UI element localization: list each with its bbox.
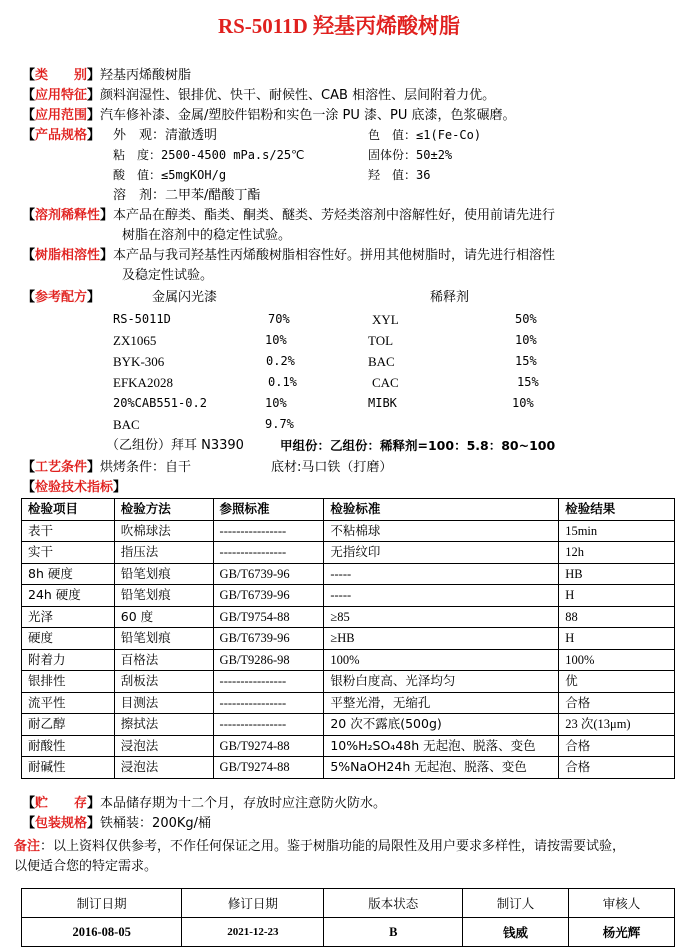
dilution-label: 【溶剂稀释性】 bbox=[22, 208, 114, 223]
revision-header-cell: 版本状态 bbox=[324, 889, 463, 918]
dilution-text-1: 本产品在醇类、酯类、酮类、醚类、芳烃类溶剂中溶解性好，使用前请先进行 bbox=[113, 208, 556, 223]
test-row bbox=[22, 520, 675, 542]
formula-left-name: BYK-306 bbox=[113, 354, 165, 369]
tests-label: 【检验技术指标】 bbox=[22, 480, 127, 495]
formula-left-value: 10% bbox=[265, 333, 287, 347]
formula-left-name: 20%CAB551-0.2 bbox=[113, 396, 207, 410]
category-value: 羟基丙烯酸树脂 bbox=[100, 68, 192, 83]
test-cell: H bbox=[559, 628, 675, 650]
dilution-row bbox=[22, 206, 672, 225]
formula-right-name: MIBK bbox=[368, 396, 397, 410]
revision-value-cell: 杨光辉 bbox=[569, 918, 675, 947]
scope-label: 【应用范围】 bbox=[22, 108, 101, 123]
test-cell: ---------------- bbox=[213, 520, 324, 542]
formula-col2-title: 稀释剂 bbox=[430, 290, 470, 305]
test-cell: GB/T9274-88 bbox=[213, 757, 324, 779]
formula-left-value: 0.2% bbox=[266, 354, 295, 368]
compat-text-1: 本产品与我司羟基性丙烯酸树脂相容性好。拼用其他树脂时，请先进行相溶性 bbox=[113, 248, 556, 263]
formula-right-value: 50% bbox=[515, 312, 537, 326]
storage-row bbox=[22, 794, 672, 813]
test-cell: 刮板法 bbox=[114, 671, 213, 693]
document-title: RS-5011D 羟基丙烯酸树脂 bbox=[217, 14, 461, 38]
test-cell: 铅笔划痕 bbox=[114, 563, 213, 585]
process-substrate: 底材:马口铁（打磨） bbox=[271, 460, 393, 475]
features-value: 颜料润湿性、银排优、快干、耐候性、CAB 相溶性、层间附着力优。 bbox=[100, 88, 496, 103]
revision-header-cell: 修订日期 bbox=[182, 889, 324, 918]
test-cell: 12h bbox=[559, 542, 675, 564]
revision-value-cell: 2016-08-05 bbox=[22, 918, 182, 947]
test-cell: GB/T6739-96 bbox=[213, 563, 324, 585]
scope-value: 汽车修补漆、金属/塑胶件铝粉和实色一涂 PU 漆、PU 底漆，色浆碾磨。 bbox=[100, 108, 516, 123]
test-cell: 指压法 bbox=[114, 542, 213, 564]
test-cell: 无指纹印 bbox=[324, 542, 559, 564]
formula-left-value: 9.7% bbox=[265, 417, 294, 431]
test-cell: 60 度 bbox=[114, 606, 213, 628]
note-label: 备注 bbox=[14, 839, 41, 854]
formula-right-name: TOL bbox=[368, 333, 394, 348]
revision-header bbox=[22, 889, 675, 918]
test-cell: 合格 bbox=[559, 735, 675, 757]
storage-label: 【贮 存】 bbox=[22, 796, 101, 811]
test-row bbox=[22, 563, 675, 585]
test-cell: 5%NaOH24h 无起泡、脱落、变色 bbox=[324, 757, 559, 779]
formula-left-value: 0.1% bbox=[268, 375, 297, 389]
package-label: 【包装规格】 bbox=[22, 816, 101, 831]
test-cell: GB/T9754-88 bbox=[213, 606, 324, 628]
formula-right-name: XYL bbox=[372, 312, 399, 327]
package-row bbox=[22, 814, 672, 833]
test-cell: 表干 bbox=[22, 520, 115, 542]
spec-color: 色 值：≤1(Fe-Co) bbox=[368, 128, 482, 142]
formula-left-name: EFKA2028 bbox=[113, 375, 173, 390]
test-cell: 88 bbox=[559, 606, 675, 628]
package-value: 铁桶装：200Kg/桶 bbox=[100, 816, 212, 831]
formula-row bbox=[22, 288, 672, 307]
test-cell: GB/T6739-96 bbox=[213, 585, 324, 607]
header-cell: 检验项目 bbox=[22, 499, 115, 521]
compat-label: 【树脂相溶性】 bbox=[22, 248, 114, 263]
formula-right-value: 10% bbox=[515, 333, 537, 347]
formula-label: 【参考配方】 bbox=[22, 290, 101, 305]
test-cell: 实干 bbox=[22, 542, 115, 564]
test-cell: 100% bbox=[559, 649, 675, 671]
test-row bbox=[22, 542, 675, 564]
spec-appearance: 外 观：清澈透明 bbox=[113, 128, 218, 143]
formula-right-value: 10% bbox=[512, 396, 534, 410]
formula-left-value: 70% bbox=[268, 312, 290, 326]
test-row bbox=[22, 671, 675, 693]
test-cell: 合格 bbox=[559, 692, 675, 714]
formula-ratio: 甲组份：乙组份：稀释剂=100：5.8：80~100 bbox=[280, 438, 556, 453]
header-cell: 参照标准 bbox=[213, 499, 324, 521]
dilution-text-2: 树脂在溶剂中的稳定性试验。 bbox=[122, 228, 292, 243]
test-cell: 10%H₂SO₄48h 无起泡、脱落、变色 bbox=[324, 735, 559, 757]
test-cell: GB/T9274-88 bbox=[213, 735, 324, 757]
formula-right-value: 15% bbox=[515, 354, 537, 368]
test-cell: 8h 硬度 bbox=[22, 563, 115, 585]
compat-text-2: 及稳定性试验。 bbox=[122, 268, 214, 283]
test-cell: 硬度 bbox=[22, 628, 115, 650]
test-cell: 平整光滑，无缩孔 bbox=[324, 692, 559, 714]
test-row bbox=[22, 606, 675, 628]
features-row bbox=[22, 86, 672, 105]
spec-hydroxyl: 羟 值：36 bbox=[368, 168, 431, 182]
test-cell: ---------------- bbox=[213, 692, 324, 714]
spec-viscosity: 粘 度：2500-4500 mPa.s/25℃ bbox=[113, 148, 305, 162]
test-cell: 耐乙醇 bbox=[22, 714, 115, 736]
specs-label: 【产品规格】 bbox=[22, 128, 101, 143]
test-cell: 银排性 bbox=[22, 671, 115, 693]
formula-col1-title: 金属闪光漆 bbox=[152, 290, 218, 305]
header-cell: 检验方法 bbox=[114, 499, 213, 521]
test-cell: ---------------- bbox=[213, 542, 324, 564]
test-cell: 浸泡法 bbox=[114, 757, 213, 779]
revision-value-cell: B bbox=[324, 918, 463, 947]
spec-solids: 固体份：50±2% bbox=[368, 148, 453, 162]
test-cell: ≥HB bbox=[324, 628, 559, 650]
test-cell: 目测法 bbox=[114, 692, 213, 714]
test-cell: 银粉白度高、光泽均匀 bbox=[324, 671, 559, 693]
test-cell: 吹棉球法 bbox=[114, 520, 213, 542]
note-text-1: ：以上资料仅供参考，不作任何保证之用。鉴于树脂功能的局限性及用户要求多样性，请按需要试验， bbox=[40, 839, 626, 854]
formula-left-name: ZX1065 bbox=[113, 333, 157, 348]
test-cell: HB bbox=[559, 563, 675, 585]
tests-row bbox=[22, 478, 672, 497]
revision-header-cell: 制订日期 bbox=[22, 889, 182, 918]
test-table-header bbox=[22, 499, 675, 521]
test-cell: 附着力 bbox=[22, 649, 115, 671]
test-row bbox=[22, 757, 675, 779]
test-cell: 耐酸性 bbox=[22, 735, 115, 757]
test-row bbox=[22, 692, 675, 714]
formula-right-name: CAC bbox=[372, 375, 399, 390]
revision-table bbox=[21, 888, 675, 947]
compat-row bbox=[22, 246, 672, 265]
category-row bbox=[22, 66, 672, 85]
test-cell: 铅笔划痕 bbox=[114, 585, 213, 607]
test-table bbox=[21, 498, 675, 779]
test-cell: H bbox=[559, 585, 675, 607]
formula-b-component: （乙组份）拜耳 N3390 bbox=[106, 438, 244, 453]
category-label: 【类 别】 bbox=[22, 68, 101, 83]
note-row bbox=[14, 837, 625, 856]
header-cell: 检验标准 bbox=[324, 499, 559, 521]
test-cell: 光泽 bbox=[22, 606, 115, 628]
test-cell: 不粘棉球 bbox=[324, 520, 559, 542]
test-cell: ---------------- bbox=[213, 714, 324, 736]
revision-value-cell: 2021-12-23 bbox=[182, 918, 324, 947]
test-row bbox=[22, 649, 675, 671]
test-cell: ----- bbox=[324, 563, 559, 585]
test-cell: 擦拭法 bbox=[114, 714, 213, 736]
formula-left-name: BAC bbox=[113, 417, 140, 432]
revision-value-cell: 钱威 bbox=[463, 918, 569, 947]
revision-values bbox=[22, 918, 675, 947]
test-cell: GB/T6739-96 bbox=[213, 628, 324, 650]
test-row bbox=[22, 585, 675, 607]
process-bake: 烘烤条件：自干 bbox=[100, 460, 192, 475]
spec-acid-value: 酸 值：≤5mgKOH/g bbox=[113, 168, 227, 182]
test-cell: 优 bbox=[559, 671, 675, 693]
test-row bbox=[22, 714, 675, 736]
test-cell: 23 次(13μm) bbox=[559, 714, 675, 736]
test-cell: 15min bbox=[559, 520, 675, 542]
test-row bbox=[22, 735, 675, 757]
test-cell: ≥85 bbox=[324, 606, 559, 628]
test-cell: 流平性 bbox=[22, 692, 115, 714]
formula-left-value: 10% bbox=[265, 396, 287, 410]
test-cell: 24h 硬度 bbox=[22, 585, 115, 607]
storage-value: 本品储存期为十二个月，存放时应注意防火防水。 bbox=[100, 796, 387, 811]
revision-header-cell: 审核人 bbox=[569, 889, 675, 918]
formula-right-name: BAC bbox=[368, 354, 395, 369]
header-cell: 检验结果 bbox=[559, 499, 675, 521]
note-text-2: 以便适合您的特定需求。 bbox=[14, 859, 158, 874]
test-cell: ---------------- bbox=[213, 671, 324, 693]
test-cell: 合格 bbox=[559, 757, 675, 779]
test-cell: GB/T9286-98 bbox=[213, 649, 324, 671]
features-label: 【应用特征】 bbox=[22, 88, 101, 103]
revision-header-cell: 制订人 bbox=[463, 889, 569, 918]
scope-row bbox=[22, 106, 672, 125]
test-cell: 百格法 bbox=[114, 649, 213, 671]
process-label: 【工艺条件】 bbox=[22, 460, 101, 475]
test-row bbox=[22, 628, 675, 650]
test-cell: 100% bbox=[324, 649, 559, 671]
spec-solvent: 溶 剂：二甲苯/醋酸丁酯 bbox=[113, 188, 261, 203]
test-cell: 耐碱性 bbox=[22, 757, 115, 779]
formula-left-name: RS-5011D bbox=[113, 312, 171, 326]
test-cell: 铅笔划痕 bbox=[114, 628, 213, 650]
test-cell: 浸泡法 bbox=[114, 735, 213, 757]
formula-right-value: 15% bbox=[517, 375, 539, 389]
test-cell: 20 次不露底(500g) bbox=[324, 714, 559, 736]
test-cell: ----- bbox=[324, 585, 559, 607]
